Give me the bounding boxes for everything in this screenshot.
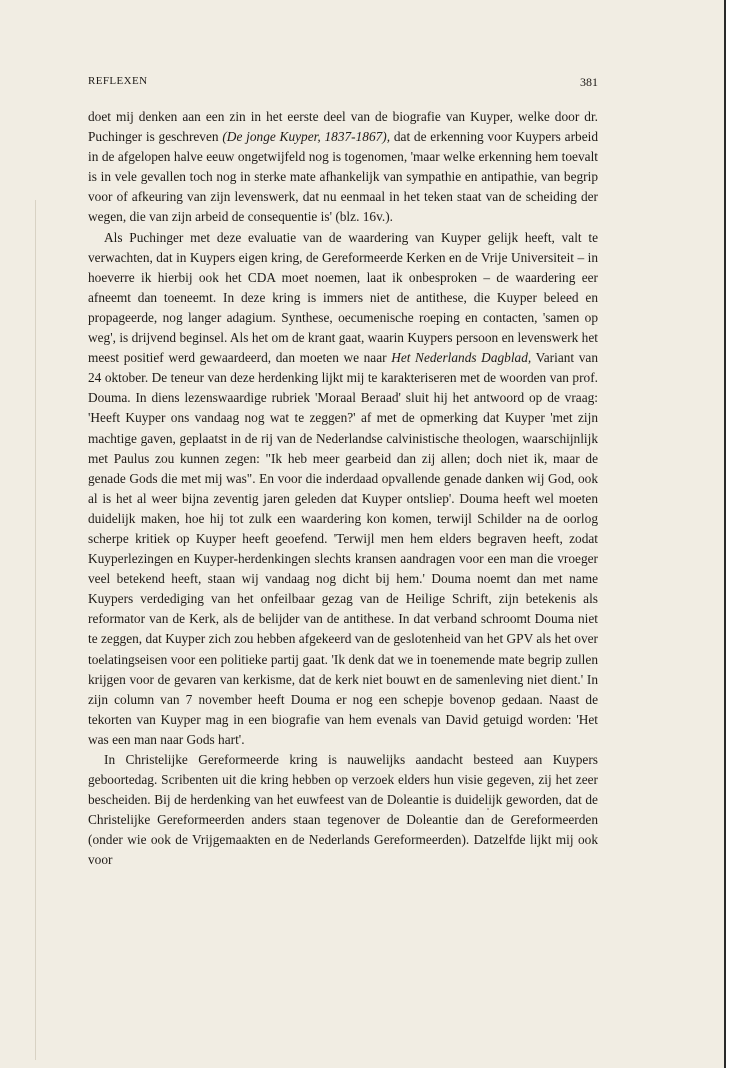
paragraph-1 (88, 107, 598, 228)
binding-edge (724, 0, 726, 1068)
running-head: REFLEXEN (88, 75, 148, 87)
paragraph-2-text-b: Variant van 24 oktober. De teneur van deze herdenking lijkt mij te karakteriseren met de woorden van prof. Douma. In diens lezenswaardige rubriek 'Moraal Beraad' sluit hij het antwoord op de vraag: 'Heeft Kuyper ons vandaag nog wat te zeggen?' af met de opmerking dat Kuyper 'met zijn machtige gaven, geplaatst in de rij van de Nederlandse calvinistische theologen, waarschijnlijk met Paulus zou kunnen zegen: "Ik heb meer gearbeid dan zij allen; doch niet ik, maar de genade Gods die met mij was". En voor die inderdaad opvallende genade danken wij God, ook al is het al weer bijna zeventig jaren geleden dat Kuyper ontsliep'. Douma heeft wel moeten duidelijk maken, hoe hij tot zulk een waardering kon komen, terwijl Schilder na de oorlog scherpe kritiek op Kuyper heeft geoefend. 'Terwijl men hem elders begraven heeft, zodat Kuyperlezingen en Kuyper-herdenkingen slechts kransen aandragen voor een man die vroeger veel betekend heeft, staan wij vandaag nog dicht bij hem.' Douma noemt dan met name Kuypers verdediging van het onfeilbaar gezag van de Heilige Schrift, zijn betekenis als reformator van de Kerk, als de belijder van de antithese. In dat verband schroomt Douma niet te zeggen, dat Kuyper zich zou hebben afgekeerd van de geslotenheid van het GPV als het over toelatingseisen voor een politieke partij gaat. 'Ik denk dat we in toenemende mate begrip zullen krijgen voor de gevaren van kerkisme, dat de kerk niet bouwt en de samenleving niet dient.' In zijn column van 7 november heeft Douma er nog een schepje bovenop gedaan. Naast de tekorten van Kuyper mag in een biografie van hem evenals van David getuigd worden: 'Het was een man naar Gods hart'. (88, 350, 598, 747)
newspaper-title-italic: Het Nederlands Dagblad, (391, 350, 532, 366)
paragraph-2-text-a: Als Puchinger met deze evaluatie van de waardering van Kuyper gelijk heeft, valt te verwachten, dat in Kuypers eigen kring, de Gereformeerde Kerken en de Vrije Universiteit – in hoeverre ik hierbij ook het CDA moet noemen, laat ik onbesproken – de waardering eer afneemt dan toeneemt. In deze kring is immers niet de antithese, die Kuyper beleed en propageerde, nog langer adagium. Synthese, oecumenische roeping en contacten, 'samen op weg', is drijvend beginsel. Als het om de krant gaat, waarin Kuypers persoon en levenswerk het meest positief werd gewaardeerd, dan moeten we naar (88, 229, 598, 366)
page-number: 381 (580, 75, 598, 89)
page-edge-shadow (35, 200, 36, 1060)
paragraph-1-text-b: dat de erkenning voor Kuypers arbeid in de afgelopen halve eeuw ongetwijfeld nog is togenomen, 'maar welke erkenning hem toevalt is in vele gevallen toch nog in sterke mate afhankelijk van sympathie en antipathie, van begrip voor of afkeuring van zijn levenswerk, dat nu eenmaal in het teken staat van de scheiding der wegen, die van zijn arbeid de consequentie is' (blz. 16v.). (88, 129, 598, 225)
paper-speck (487, 808, 489, 810)
paragraph-3: In Christelijke Gereformeerde kring is nauwelijks aandacht besteed aan Kuypers geboortedag. Scribenten uit die kring hebben op verzoek elders hun visie gegeven, zij het zeer bescheiden. Bij de herdenking van het euwfeest van de Doleantie is duidelijk geworden, dat de Christelijke Gereformeerden anders staan tegenover de Doleantie dan de Gereformeerden (onder wie ook de Vrijgemaakten en de Nederlands Gereformeerden). Datzelfde lijkt mij ook voor (88, 752, 598, 868)
paragraph-2 (88, 228, 598, 750)
page-header (88, 75, 598, 91)
book-title-italic: (De jonge Kuyper, 1837-1867), (222, 129, 391, 145)
paragraph-1-text-a: doet mij denken aan een zin in het eerste deel van de biografie van Kuyper, welke door dr. Puchinger is geschreven (88, 109, 598, 145)
body-text (88, 107, 598, 871)
